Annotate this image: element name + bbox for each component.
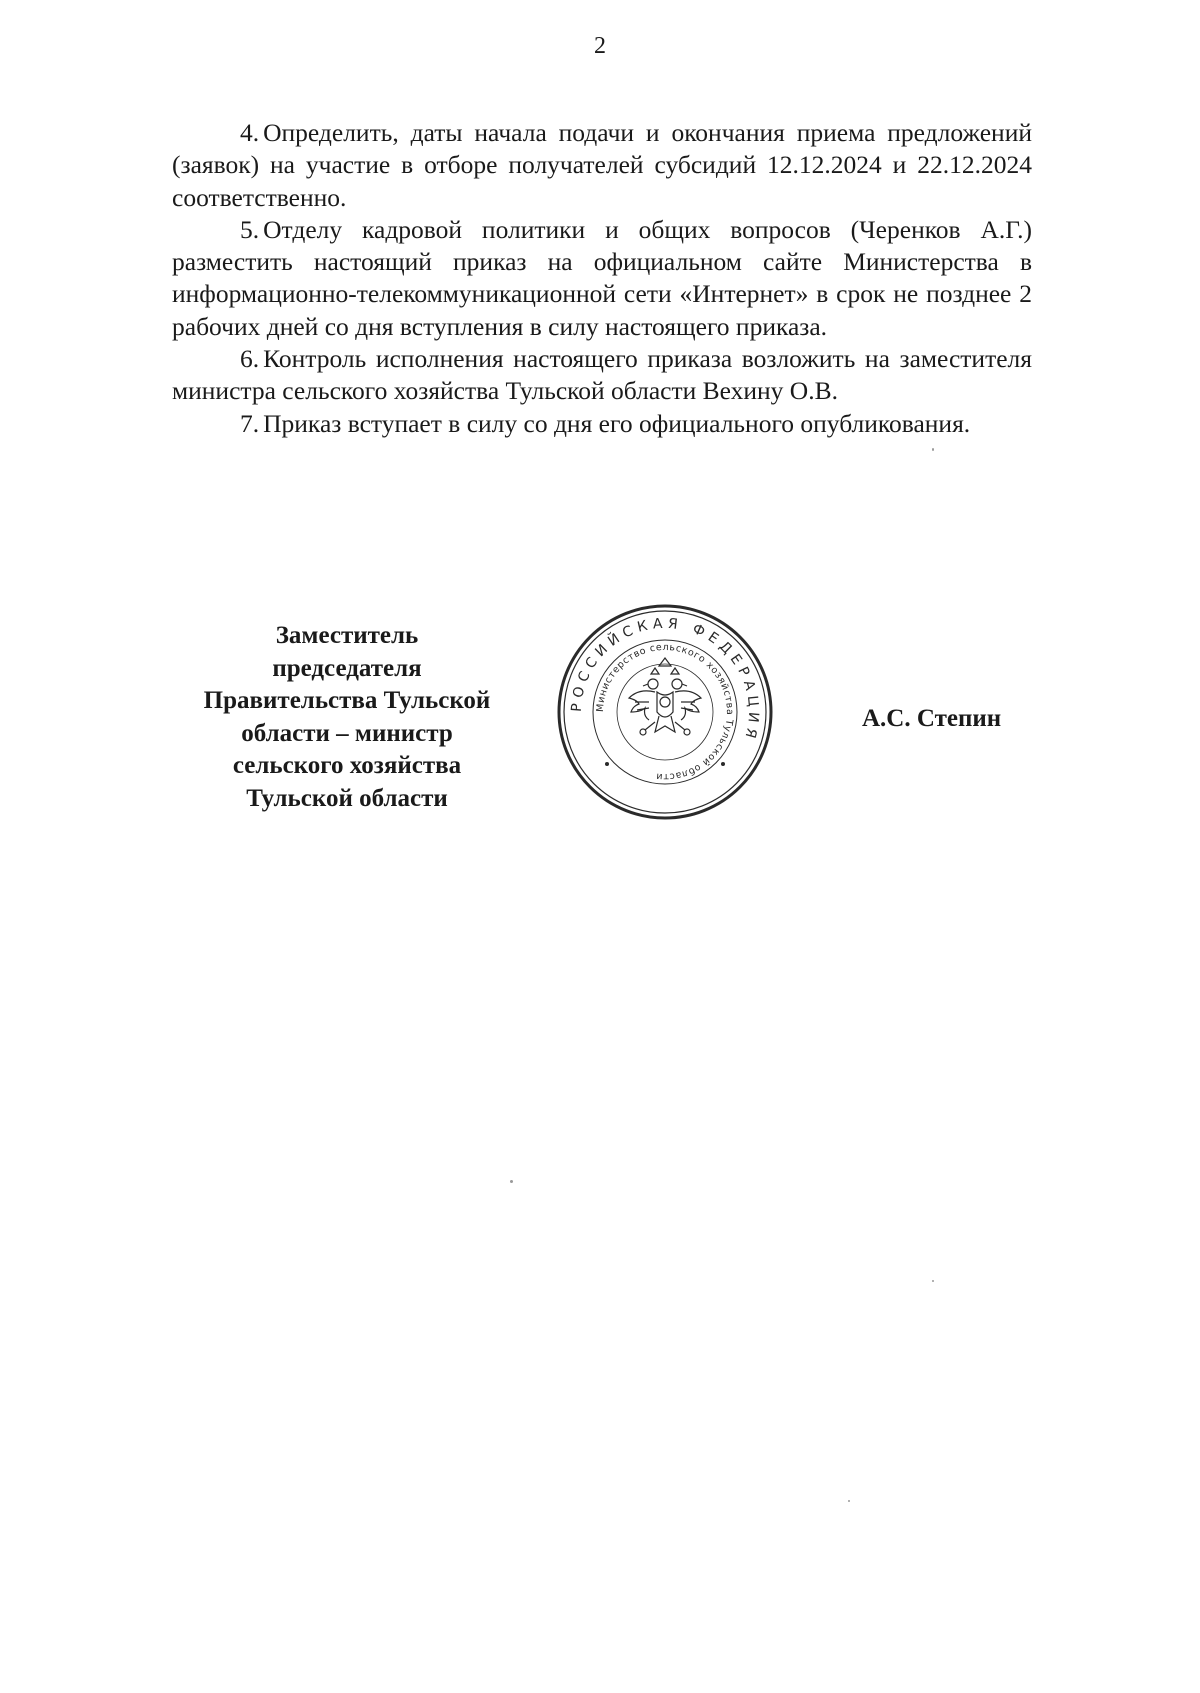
order-item-4 bbox=[172, 117, 1032, 214]
signatory-position bbox=[172, 620, 522, 815]
signatory-name: А.С. Степин bbox=[862, 705, 1002, 732]
scan-speck bbox=[848, 1500, 850, 1502]
order-item-text: Контроль исполнения настоящего приказа возложить на заместителя министра сельского хозяйства Тульской области Вехину О.В. bbox=[172, 344, 1032, 406]
seal-outer-ring-thin bbox=[564, 611, 766, 813]
signature-block bbox=[0, 615, 1200, 840]
scan-speck bbox=[510, 1180, 513, 1183]
signatory-position-line: председателя bbox=[272, 654, 422, 682]
order-item-number: 7. bbox=[240, 408, 260, 438]
seal-inner-text: Министерство сельского хозяйства Тульской области bbox=[594, 641, 736, 783]
double-headed-eagle-icon bbox=[629, 658, 701, 735]
order-item-6 bbox=[172, 343, 1032, 408]
order-item-number: 6. bbox=[240, 344, 260, 374]
signatory-position-line: Правительства Тульской bbox=[203, 687, 491, 714]
order-item-number: 5. bbox=[240, 214, 260, 244]
scan-speck bbox=[932, 1280, 934, 1282]
scan-speck bbox=[932, 448, 934, 451]
order-item-number: 4. bbox=[240, 118, 260, 147]
signatory-position-line: Тульской области bbox=[246, 784, 448, 812]
seal-inner-ring bbox=[593, 640, 737, 784]
order-item-text: Отделу кадровой политики и общих вопросов (Черенков А.Г.) разместить настоящий приказ на официальном сайте Министерства в информационно-телекоммуникационной сети «Интернет» в срок не позднее 2 рабочих дней со дня вступления в силу настоящего приказа. bbox=[172, 214, 1032, 341]
order-item-text: Приказ вступает в силу со дня его официального опубликования. bbox=[263, 408, 971, 438]
seal-star bbox=[605, 762, 609, 766]
signatory-position-line: области – министр bbox=[241, 719, 453, 747]
order-item-7 bbox=[172, 408, 1032, 440]
page-number: 2 bbox=[594, 33, 606, 59]
signatory-position-line: Заместитель bbox=[275, 622, 419, 649]
order-body bbox=[172, 117, 1032, 440]
official-seal bbox=[555, 602, 775, 822]
seal-outer-ring bbox=[559, 606, 771, 818]
signatory-position-line: сельского хозяйства bbox=[232, 752, 462, 779]
seal-outer-text: РОССИЙСКАЯ ФЕДЕРАЦИЯ bbox=[568, 615, 762, 745]
order-item-text: Определить, даты начала подачи и окончания приема предложений (заявок) на участие в отборе получателей субсидий 12.12.2024 и 22.12.2024 соответственно. bbox=[172, 118, 1032, 212]
seal-star bbox=[721, 762, 725, 766]
order-item-5 bbox=[172, 214, 1032, 343]
